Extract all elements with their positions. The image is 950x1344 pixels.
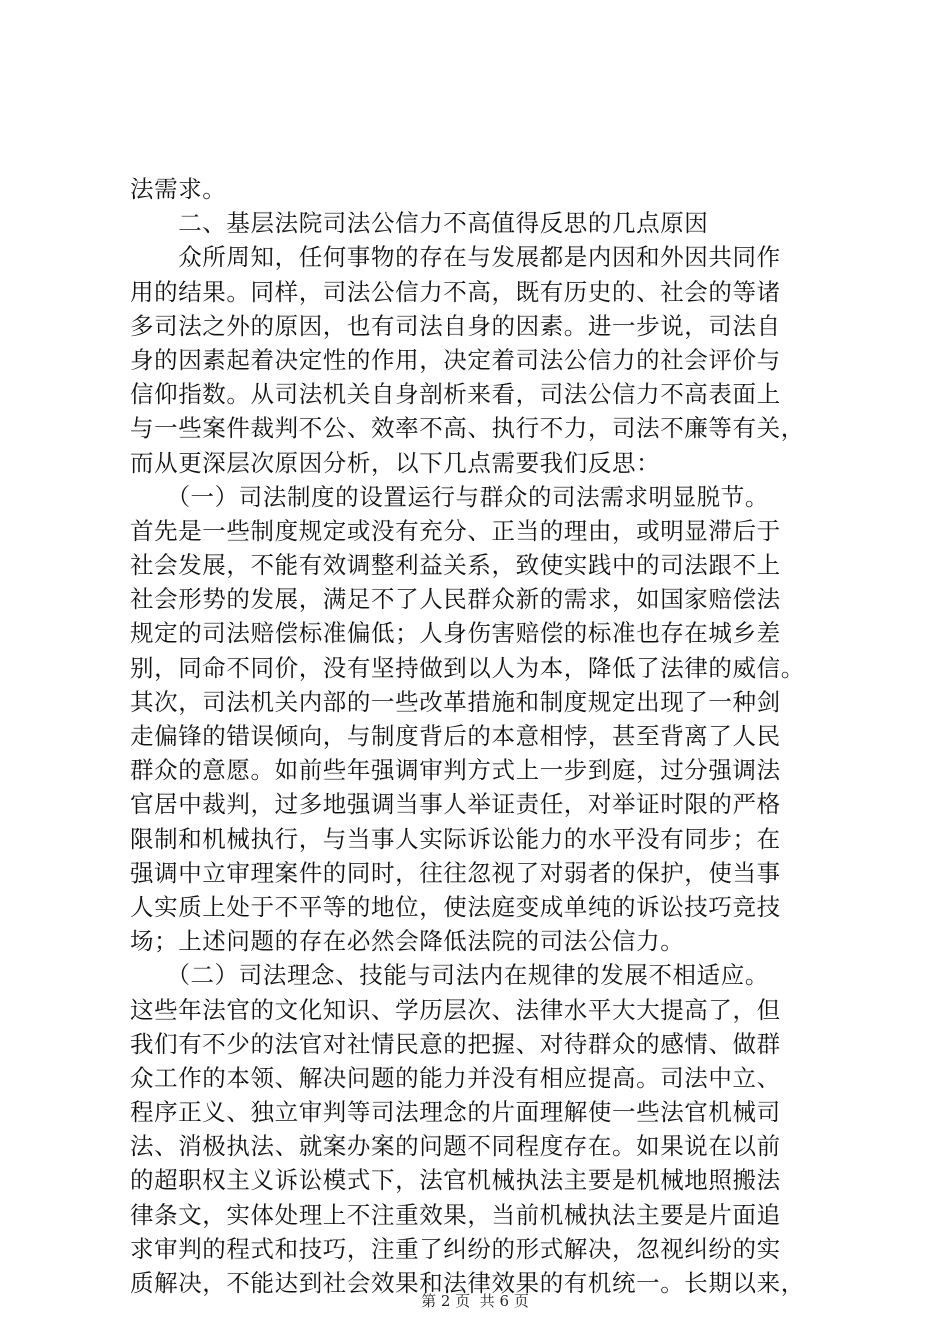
text-line: 众所周知，任何事物的存在与发展都是内因和外因共同作 — [130, 243, 781, 272]
text-line: 程序正义、独立审判等司法理念的片面理解使一些法官机械司 — [130, 1098, 781, 1127]
text-line: 法需求。 — [130, 175, 227, 203]
text-line: 人实质上处于不平等的地位，使法庭变成单纯的诉讼技巧竞技 — [130, 892, 781, 921]
text-line: 用的结果。同样，司法公信力不高，既有历史的、社会的等诸 — [130, 277, 781, 306]
text-line: 限制和机械执行，与当事人实际诉讼能力的水平没有同步；在 — [130, 824, 781, 853]
text-line: 身的因素起着决定性的作用，决定着司法公信力的社会评价与 — [130, 345, 781, 374]
text-line: 与一些案件裁判不公、效率不高、执行不力，司法不廉等有关， — [130, 414, 805, 443]
text-line: 信仰指数。从司法机关自身剖析来看，司法公信力不高表面上 — [130, 380, 781, 409]
page-footer — [0, 1290, 950, 1311]
text-line: 场；上述问题的存在必然会降低法院的司法公信力。 — [130, 927, 685, 956]
text-line: 而从更深层次原因分析，以下几点需要我们反思： — [130, 448, 661, 477]
text-line: 规定的司法赔偿标准偏低；人身伤害赔偿的标准也存在城乡差 — [130, 619, 781, 648]
text-line: 我们有不少的法官对社情民意的把握、对待群众的感情、做群 — [130, 1029, 781, 1058]
text-line: 其次，司法机关内部的一些改革措施和制度规定出现了一种剑 — [130, 687, 781, 716]
text-line: 社会发展，不能有效调整利益关系，致使实践中的司法跟不上 — [130, 551, 781, 580]
text-line: 别，同命不同价，没有坚持做到以人为本，降低了法律的威信。 — [130, 653, 805, 682]
text-line: 的超职权主义诉讼模式下，法官机械执法主要是机械地照搬法 — [130, 1166, 781, 1195]
text-line: 法、消极执法、就案办案的问题不同程度存在。如果说在以前 — [130, 1132, 781, 1161]
text-line: 强调中立审理案件的同时，往往忽视了对弱者的保护，使当事 — [130, 858, 781, 887]
text-line: （一）司法制度的设置运行与群众的司法需求明显脱节。 — [130, 482, 769, 511]
text-line: 众工作的本领、解决问题的能力并没有相应提高。司法中立、 — [130, 1063, 781, 1092]
text-line: 二、基层法院司法公信力不高值得反思的几点原因 — [130, 209, 709, 238]
text-line: 质解决，不能达到社会效果和法律效果的有机统一。长期以来， — [130, 1269, 805, 1297]
text-line: 社会形势的发展，满足不了人民群众新的需求，如国家赔偿法 — [130, 585, 781, 614]
text-line: 多司法之外的原因，也有司法自身的因素。进一步说，司法自 — [130, 311, 781, 340]
text-line: 这些年法官的文化知识、学历层次、法律水平大大提高了，但 — [130, 995, 781, 1024]
text-line: 首先是一些制度规定或没有充分、正当的理由，或明显滞后于 — [130, 516, 781, 545]
text-line: 官居中裁判，过多地强调当事人举证责任，对举证时限的严格 — [130, 790, 781, 819]
text-line: （二）司法理念、技能与司法内在规律的发展不相适应。 — [130, 961, 769, 990]
text-line: 求审判的程式和技巧，注重了纠纷的形式解决，忽视纠纷的实 — [130, 1234, 781, 1263]
text-line: 群众的意愿。如前些年强调审判方式上一步到庭，过分强调法 — [130, 756, 781, 785]
document-body — [130, 172, 830, 1300]
text-line: 走偏锋的错误倾向，与制度背后的本意相悖，甚至背离了人民 — [130, 722, 781, 750]
text-line: 律条文，实体处理上不注重效果，当前机械执法主要是片面追 — [130, 1200, 781, 1229]
page-number-label: 第 2 页 共 6 页 — [421, 1292, 529, 1310]
